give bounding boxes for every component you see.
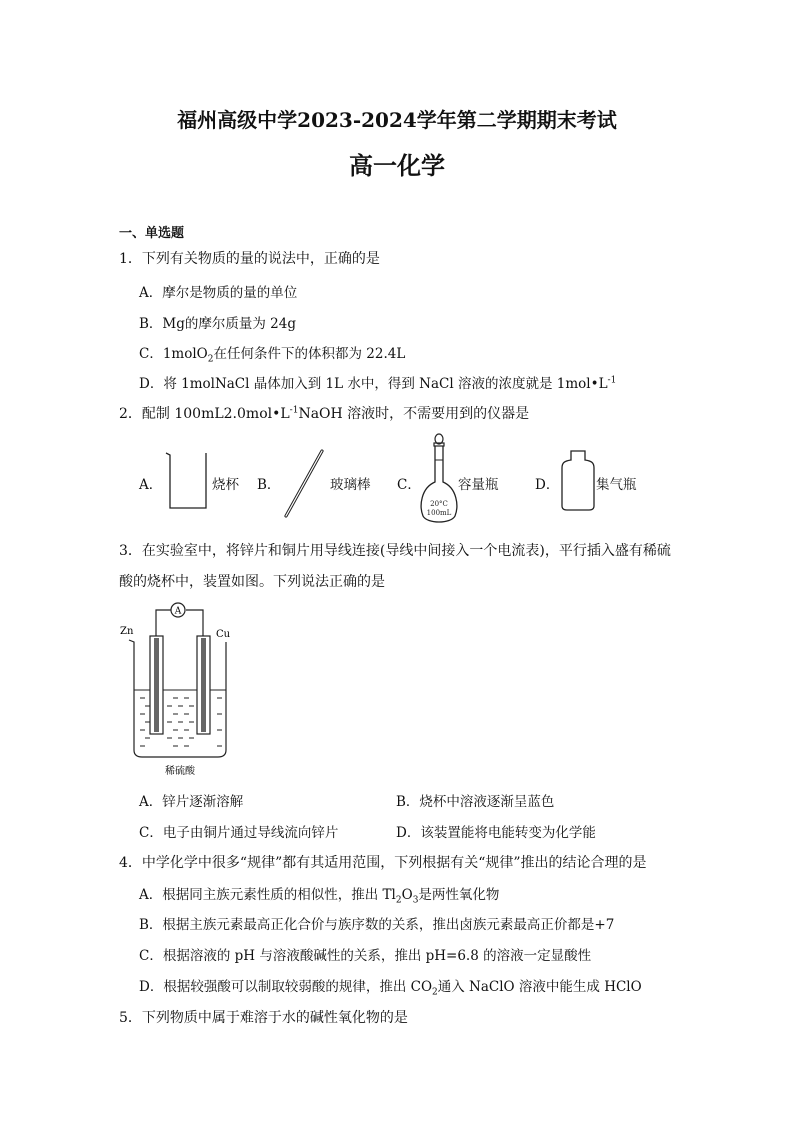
q4-option-d: D．根据较强酸可以制取较弱酸的规律，推出 $CO_2$通入 NaClO 溶液中能生成 HClO <box>139 979 642 998</box>
figure-caption: 稀硫酸 <box>165 766 195 777</box>
q3-option-c: C．电子由铜片通过导线流向锌片 <box>139 825 339 841</box>
q5-stem: 5．下列物质中属于难溶于水的碱性氧化物的是 <box>119 1010 408 1026</box>
q4-option-a: A．根据同主族元素性质的相似性，推出 $Tl_2O_3$是两性氧化物 <box>139 887 500 906</box>
glass-rod-icon <box>280 448 330 520</box>
cu-label: Cu <box>216 629 231 640</box>
flask-temp-label: 20°C <box>430 500 448 508</box>
q1-option-a: A．摩尔是物质的量的单位 <box>139 285 298 301</box>
q3-option-a: A．锌片逐渐溶解 <box>139 794 244 810</box>
subject-title: 高一化学 <box>349 151 445 180</box>
flask-volume-label: 100mL <box>426 509 452 517</box>
q2-option-b-name: 玻璃棒 <box>330 477 371 493</box>
q2-option-b-letter: B． <box>257 477 281 493</box>
galvanic-cell-figure <box>118 598 243 778</box>
q3-option-b: B．烧杯中溶液逐渐呈蓝色 <box>396 794 555 810</box>
section-heading: 一、单选题 <box>119 226 185 241</box>
q4-option-b: B．根据主族元素最高正化合价与族序数的关系，推出卤族元素最高正价都是+7 <box>139 917 615 933</box>
q3-option-d: D．该装置能将电能转变为化学能 <box>396 825 596 841</box>
q1-stem: 1．下列有关物质的量的说法中，正确的是 <box>119 251 380 267</box>
q2-option-a-letter: A． <box>139 477 163 493</box>
q1-option-c: C．1molO$_2$在任何条件下的体积都为 22.4L <box>139 346 406 365</box>
q2-option-d-name: 集气瓶 <box>596 477 637 493</box>
q2-option-c-name: 容量瓶 <box>458 477 499 493</box>
q1-option-d: D．将 1molNaCl 晶体加入到 1L 水中，得到 NaCl 溶液的浓度就是 $1mol•L^{-1}$ <box>139 375 617 392</box>
zn-label: Zn <box>120 626 134 637</box>
exam-title: 福州高级中学2023-2024学年第二学期期末考试 <box>177 108 617 132</box>
ammeter-label: A <box>174 606 182 617</box>
volumetric-flask-icon <box>417 432 461 526</box>
q4-option-c: C．根据溶液的 pH 与溶液酸碱性的关系，推出 pH=6.8 的溶液一定显酸性 <box>139 948 592 964</box>
beaker-icon <box>162 450 212 512</box>
q2-option-d-letter: D． <box>535 477 560 493</box>
gas-bottle-icon <box>558 448 598 512</box>
q4-stem: 4．中学化学中很多“规律”都有其适用范围，下列根据有关“规律”推出的结论合理的是 <box>119 855 647 871</box>
q2-stem: 2．配制 $100mL2.0mol•L^{-1}NaOH$ 溶液时，不需要用到的仪器是 <box>119 405 530 422</box>
q1-option-b: B．Mg的摩尔质量为 24g <box>139 316 296 332</box>
q2-option-a-name: 烧杯 <box>212 477 239 493</box>
q2-option-c-letter: C． <box>397 477 421 493</box>
q3-stem-line1: 3．在实验室中，将锌片和铜片用导线连接(导线中间接入一个电流表)，平行插入盛有稀硫 <box>119 543 671 559</box>
q3-stem-line2: 酸的烧杯中，装置如图。下列说法正确的是 <box>119 574 385 590</box>
